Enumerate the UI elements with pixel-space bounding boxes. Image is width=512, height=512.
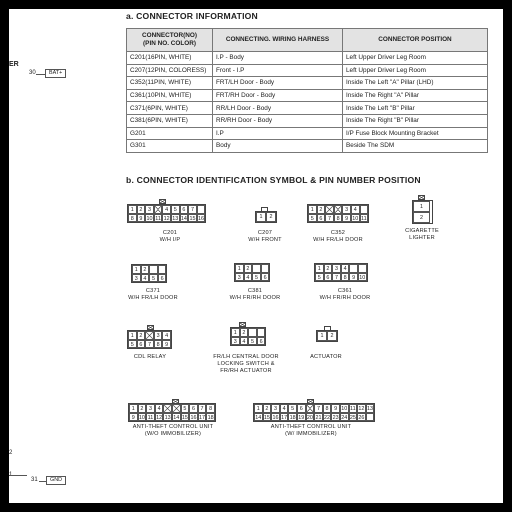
pin-cell: 13 (172, 215, 179, 222)
position-cell: Left Upper Driver Leg Room (343, 52, 488, 65)
pin-cell: 10 (146, 215, 153, 222)
pin-cell: 11 (361, 215, 367, 222)
connector-c361 (314, 263, 368, 282)
pin-cell: 6 (257, 337, 266, 346)
pin-cell: 3 (145, 205, 154, 214)
pin-cell: 5 (288, 404, 297, 413)
pin-cell: 5 (248, 337, 257, 346)
bat-box: BAT+ (45, 69, 66, 78)
pin-cell (145, 331, 154, 340)
pin-cell: 5 (128, 340, 137, 349)
pin-cell: 12 (358, 406, 365, 412)
pin-cell: 3 (235, 273, 244, 282)
pin-cell: 3 (154, 331, 163, 340)
pin-cell: 3 (271, 404, 280, 413)
pin-cell: 5 (171, 205, 180, 214)
harness-cell: FRT/LH Door - Body (213, 77, 343, 90)
pin-cell: 4 (244, 273, 253, 282)
pin-cell: 13 (367, 406, 374, 412)
pin-cell: 18 (207, 414, 214, 421)
cdl-label: CDL RELAY (133, 354, 167, 360)
pin-cell: 1 (231, 328, 240, 337)
pin-30-label: 30 (29, 70, 36, 76)
connector-actuator (316, 330, 338, 342)
pin-cell: 11 (350, 406, 356, 412)
pin-cell: 9 (162, 340, 171, 349)
connector-info-table (126, 28, 488, 153)
connector-cdl-relay (127, 330, 172, 349)
connector-cell: G301 (127, 140, 213, 153)
position-cell: Inside The Left "B" Pillar (343, 102, 488, 115)
connector-locking-switch (230, 327, 266, 346)
pin-cell (257, 328, 266, 337)
c371-label: C371 W/H FR/LH DOOR (128, 288, 178, 301)
harness-cell: FRT/RH Door - Body (213, 89, 343, 102)
position-cell: Beside The SDM (343, 140, 488, 153)
section-a-title: a. CONNECTOR INFORMATION (126, 11, 258, 21)
table-row (127, 127, 488, 140)
gnd-wire-1 (9, 475, 27, 476)
position-cell: Left Upper Driver Leg Room (343, 64, 488, 77)
pin-cell: 7 (332, 273, 341, 282)
pin-cell: 22 (324, 414, 331, 421)
header-connector: CONNECTOR(NO) (PIN NO. COLOR) (127, 29, 213, 52)
connector-cell: C371(6PIN, WHITE) (127, 102, 213, 115)
connector-cell: C381(6PIN, WHITE) (127, 114, 213, 127)
pin-cell: 2 (240, 328, 249, 337)
table-row (127, 64, 488, 77)
pin-cell: 6 (137, 340, 146, 349)
section-b-title: b. CONNECTOR IDENTIFICATION SYMBOL & PIN NUMBER POSITION (126, 175, 421, 185)
gnd-box: GND (46, 476, 66, 485)
cig-label: CIGARETTE LIGHTER (405, 228, 439, 241)
pin-cell: 9 (342, 214, 351, 223)
pin-cell: 11 (155, 215, 161, 222)
pin-cell (197, 205, 206, 214)
pin-cell: 18 (289, 414, 296, 421)
pin-cell: 17 (199, 414, 206, 421)
pin-cell: 14 (173, 414, 180, 421)
position-cell: Inside The Right "B" Pillar (343, 114, 488, 127)
pin-cell: 5 (149, 274, 158, 283)
pin-cell: 10 (341, 406, 348, 412)
actuator-lock-tab (324, 326, 331, 331)
pin-1-label: 1 (9, 472, 13, 478)
harness-cell: Front - I.P (213, 64, 343, 77)
pin-cell: 3 (146, 404, 155, 413)
connector-cell: C352(11PIN, WHITE) (127, 77, 213, 90)
atc-w-label: ANTI-THEFT CONTROL UNIT (W/ IMMOBILIZER) (270, 424, 352, 437)
pin-cell: 10 (359, 274, 366, 281)
pin-cell: 16 (190, 414, 197, 421)
pin-cell: 6 (261, 273, 270, 282)
pin-cell: 6 (324, 273, 333, 282)
pin-cell: 1 (128, 331, 137, 340)
pin-cell: 15 (189, 215, 196, 222)
pin-cell: 2 (413, 212, 430, 223)
pin-cell: 6 (158, 274, 167, 283)
pin-cell: 15 (263, 414, 270, 421)
pin-cell: 2 (317, 205, 326, 214)
pin-cell: 2 (137, 331, 146, 340)
connector-c381 (234, 263, 270, 282)
c207-label: C207 W/H FRONT (248, 230, 282, 243)
harness-cell: RR/LH Door - Body (213, 102, 343, 115)
pin-cell (252, 264, 261, 273)
pin-cell: 11 (147, 414, 154, 421)
pin-cell: 2 (141, 265, 150, 274)
pin-cell: 10 (138, 414, 145, 421)
harness-cell: Body (213, 140, 343, 153)
c207-lock-tab (261, 207, 268, 212)
table-row (127, 89, 488, 102)
harness-cell: I.P (213, 127, 343, 140)
pin-cell: 1 (129, 404, 138, 413)
header-harness: CONNECTING. WIRING HARNESS (213, 29, 343, 52)
pin-cell: 14 (255, 414, 262, 421)
header-position: CONNECTOR POSITION (343, 29, 488, 52)
pin-cell: 6 (297, 404, 306, 413)
pin-cell: 5 (308, 214, 317, 223)
pin-cell: 3 (332, 264, 341, 273)
pin-cell: 1 (254, 404, 263, 413)
connector-c352 (307, 204, 369, 223)
pin-cell: 7 (188, 205, 197, 214)
c201-label: C201 W/H I/P (159, 230, 181, 243)
connector-cigarette-lighter (412, 200, 433, 224)
pin-cell (325, 205, 334, 214)
pin-cell: 16 (272, 414, 279, 421)
er-label: ER (9, 61, 19, 68)
pin-cell: 3 (342, 205, 351, 214)
pin-cell: 3 (132, 274, 141, 283)
pin-cell: 3 (231, 337, 240, 346)
pin-cell (334, 205, 343, 214)
position-cell: I/P Fuse Block Mounting Bracket (343, 127, 488, 140)
pin-cell: 1 (128, 205, 137, 214)
pin-cell: 7 (314, 404, 323, 413)
pin-cell: 13 (164, 414, 171, 421)
pin-cell: 26 (358, 414, 365, 421)
table-row (127, 77, 488, 90)
pin-cell: 2 (263, 404, 272, 413)
pin-cell: 9 (349, 273, 358, 282)
document-page (9, 9, 503, 503)
table-row (127, 102, 488, 115)
pin-cell: 19 (298, 414, 305, 421)
harness-cell: RR/RH Door - Body (213, 114, 343, 127)
pin-cell: 14 (180, 215, 187, 222)
pin-cell: 8 (206, 404, 215, 413)
c381-label: C381 W/H FR/RH DOOR (229, 288, 281, 301)
pin-cell: 21 (315, 414, 322, 421)
lock-label: FR/LH CENTRAL DOOR LOCKING SWITCH & FR/RH ACTUATOR (213, 354, 279, 374)
pin-cell: 2 (324, 264, 333, 273)
c361-label: C361 W/H FR/RH DOOR (319, 288, 371, 301)
pin-cell (172, 404, 181, 413)
pin-cell: 2 (244, 264, 253, 273)
pin-cell: 2 (137, 205, 146, 214)
pin-cell: 8 (341, 273, 350, 282)
connector-atc-wo-immobilizer (128, 403, 216, 422)
pin-cell: 1 (235, 264, 244, 273)
pin-cell: 8 (154, 340, 163, 349)
pin-cell: 1 (413, 201, 430, 212)
pin-cell: 1 (315, 264, 324, 273)
table-row (127, 114, 488, 127)
pin-cell: 20 (306, 414, 313, 421)
pin-cell: 6 (189, 404, 198, 413)
c352-label: C352 W/H FR/LH DOOR (313, 230, 363, 243)
pin-cell: 25 (349, 414, 356, 421)
pin-cell: 4 (351, 205, 360, 214)
pin-cell: 12 (163, 215, 170, 222)
pin-cell (261, 264, 270, 273)
pin-cell: 1 (317, 331, 327, 341)
connector-cell: C207(12PIN, COLORESS) (127, 64, 213, 77)
position-cell: Inside The Right "A" Pillar (343, 89, 488, 102)
pin-cell: 16 (198, 215, 205, 222)
connector-cell: G201 (127, 127, 213, 140)
pin-cell: 15 (181, 414, 188, 421)
pin-31-label: 31 (31, 477, 38, 483)
pin-cell: 4 (240, 337, 249, 346)
pin-2-label: 2 (9, 450, 13, 456)
pin-cell: 8 (323, 404, 332, 413)
pin-cell: 5 (252, 273, 261, 282)
harness-cell: I.P - Body (213, 52, 343, 65)
pin-cell: 4 (280, 404, 289, 413)
connector-c371 (131, 264, 167, 283)
pin-cell: 4 (141, 274, 150, 283)
pin-cell: 9 (137, 214, 146, 223)
pin-cell: 8 (128, 214, 137, 223)
pin-cell: 24 (341, 414, 348, 421)
table-row (127, 140, 488, 153)
actuator-label: ACTUATOR (310, 354, 342, 360)
pin-cell: 12 (156, 414, 163, 421)
pin-cell: 9 (129, 413, 138, 422)
pin-cell (366, 413, 375, 422)
pin-cell: 2 (266, 212, 276, 222)
pin-cell (154, 205, 163, 214)
pin-cell (158, 265, 167, 274)
pin-cell (163, 404, 172, 413)
pin-cell: 23 (332, 414, 339, 421)
pin-cell (349, 264, 358, 273)
pin-cell: 10 (352, 215, 359, 222)
pin-cell: 1 (132, 265, 141, 274)
pin-cell (358, 264, 367, 273)
atc-wo-label: ANTI-THEFT CONTROL UNIT (W/O IMMOBILIZER) (132, 424, 214, 437)
pin-cell: 7 (325, 214, 334, 223)
pin-cell: 7 (145, 340, 154, 349)
pin-cell: 2 (138, 404, 147, 413)
pin-cell: 4 (162, 331, 171, 340)
position-cell: Inside The Left "A" Pillar (LHD) (343, 77, 488, 90)
pin-cell: 6 (180, 205, 189, 214)
pin-cell (360, 205, 369, 214)
pin-cell (149, 265, 158, 274)
pin-cell: 4 (155, 404, 164, 413)
connector-cell: C361(10PIN, WHITE) (127, 89, 213, 102)
pin-cell: 1 (256, 212, 266, 222)
pin-cell: 2 (327, 331, 337, 341)
pin-cell: 17 (281, 414, 288, 421)
pin-cell: 8 (334, 214, 343, 223)
table-row (127, 52, 488, 65)
pin-cell: 4 (341, 264, 350, 273)
pin-cell: 5 (181, 404, 190, 413)
pin-cell: 6 (317, 214, 326, 223)
pin-cell: 7 (198, 404, 207, 413)
pin-cell: 1 (308, 205, 317, 214)
pin-cell (248, 328, 257, 337)
pin-cell: 5 (315, 273, 324, 282)
connector-c201 (127, 204, 206, 223)
connector-atc-w-immobilizer (253, 403, 375, 422)
connector-cell: C201(16PIN, WHITE) (127, 52, 213, 65)
pin-cell (306, 404, 315, 413)
connector-c207 (255, 211, 277, 223)
pin-cell: 9 (331, 404, 340, 413)
pin-cell: 4 (162, 205, 171, 214)
